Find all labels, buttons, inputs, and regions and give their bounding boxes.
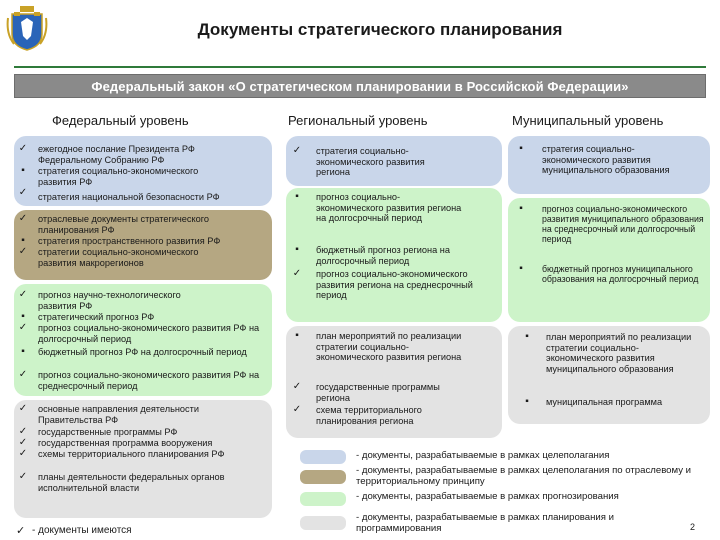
list-item: стратегия социально-экономического развития РФ (38, 166, 199, 187)
legend-swatch-sectoral (300, 470, 346, 484)
check-icon: ✓ (18, 403, 28, 414)
bullet-icon: ▪ (21, 311, 25, 322)
check-icon: ✓ (18, 246, 28, 257)
check-icon: ✓ (292, 145, 302, 156)
bullet-icon: ▪ (525, 331, 529, 342)
bullet-icon: ▪ (519, 143, 523, 154)
check-icon: ✓ (18, 143, 28, 154)
list-item: муниципальная программа (546, 397, 663, 407)
note-existing-documents: - документы имеются (32, 525, 132, 536)
check-icon: ✓ (18, 213, 28, 224)
check-icon: ✓ (18, 187, 28, 198)
check-icon: ✓ (16, 525, 26, 537)
legend-swatch-planning (300, 516, 346, 530)
list-item: схема территориального планирования региона (316, 405, 422, 426)
bullet-icon: ▪ (519, 263, 523, 274)
bullet-icon: ▪ (21, 346, 25, 357)
page-number: 2 (690, 522, 696, 532)
list-item: планы деятельности федеральных органов исполнительной власти (38, 472, 225, 493)
list-item: отраслевые документы стратегического планирования РФ (38, 214, 209, 235)
legend-swatch-goal-setting (300, 450, 346, 464)
samara-coat-of-arms-icon (6, 4, 48, 52)
list-item: бюджетный прогноз региона на долгосрочный период (316, 245, 450, 266)
check-icon: ✓ (18, 289, 28, 300)
bullet-icon: ▪ (295, 191, 299, 202)
list-item: план мероприятий по реализации стратегии социально-экономического развития муниципального образования (546, 332, 692, 374)
list-item: план мероприятий по реализации стратегии социально-экономического развития региона (316, 331, 462, 363)
title-divider (14, 66, 706, 68)
check-icon: ✓ (18, 322, 28, 333)
list-item: бюджетный прогноз муниципального образования на долгосрочный период (542, 264, 699, 284)
check-icon: ✓ (292, 381, 302, 392)
legend-label: - документы, разрабатываемые в рамках прогнозирования (356, 491, 619, 502)
column-header-regional: Региональный уровень (288, 113, 428, 128)
law-banner: Федеральный закон «О стратегическом планировании в Российской Федерации» (14, 74, 706, 98)
list-item: прогноз социально-экономического развития РФ на долгосрочный период (38, 323, 260, 344)
check-icon: ✓ (292, 268, 302, 279)
list-item: стратегия национальной безопасности РФ (38, 192, 220, 202)
list-item: стратегии социально-экономического развития макрорегионов (38, 247, 199, 268)
check-icon: ✓ (18, 471, 28, 482)
bullet-icon: ▪ (21, 235, 25, 246)
bullet-icon: ▪ (519, 203, 523, 214)
check-icon: ✓ (18, 426, 28, 437)
bullet-icon: ▪ (21, 165, 25, 176)
column-header-federal: Федеральный уровень (52, 113, 189, 128)
list-item: прогноз социально-экономического развития региона на среднесрочный период (316, 269, 473, 301)
check-icon: ✓ (18, 448, 28, 459)
list-item: прогноз социально-экономического развития муниципального образования на среднесрочный или долгосрочный период (542, 204, 704, 244)
list-item: прогноз социально-экономического развития РФ на среднесрочный период (38, 370, 260, 391)
list-item: схемы территориального планирования РФ (38, 449, 225, 459)
page-title: Документы стратегического планирования (197, 20, 563, 39)
list-item: прогноз социально-экономического развития региона на долгосрочный период (316, 192, 462, 224)
legend-swatch-forecasting (300, 492, 346, 506)
list-item: государственная программа вооружения (38, 438, 213, 448)
legend-label: - документы, разрабатываемые в рамках целеполагания по отраслевому и территориальному принципу (356, 465, 692, 487)
legend-label: - документы, разрабатываемые в рамках целеполагания (356, 450, 610, 461)
column-header-municipal: Муниципальный уровень (512, 113, 664, 128)
list-item: бюджетный прогноз РФ на долгосрочный период (38, 347, 247, 357)
list-item: государственные программы РФ (38, 427, 178, 437)
list-item: прогноз научно-технологического развития РФ (38, 290, 181, 311)
list-item: стратегический прогноз РФ (38, 312, 155, 322)
list-item: стратегия пространственного развития РФ (38, 236, 221, 246)
list-item: стратегия социально-экономического развития муниципального образования (542, 144, 670, 176)
bullet-icon: ▪ (295, 244, 299, 255)
list-item: ежегодное послание Президента РФ Федеральному Собранию РФ (38, 144, 195, 165)
legend-label: - документы, разрабатываемые в рамках планирования и программирования (356, 512, 615, 534)
bullet-icon: ▪ (295, 330, 299, 341)
bullet-icon: ▪ (525, 396, 529, 407)
list-item: государственные программы региона (316, 382, 440, 403)
check-icon: ✓ (292, 404, 302, 415)
list-item: стратегия социально-экономического развития региона (316, 146, 425, 178)
check-icon: ✓ (18, 437, 28, 448)
list-item: основные направления деятельности Правительства РФ (38, 404, 199, 425)
check-icon: ✓ (18, 369, 28, 380)
